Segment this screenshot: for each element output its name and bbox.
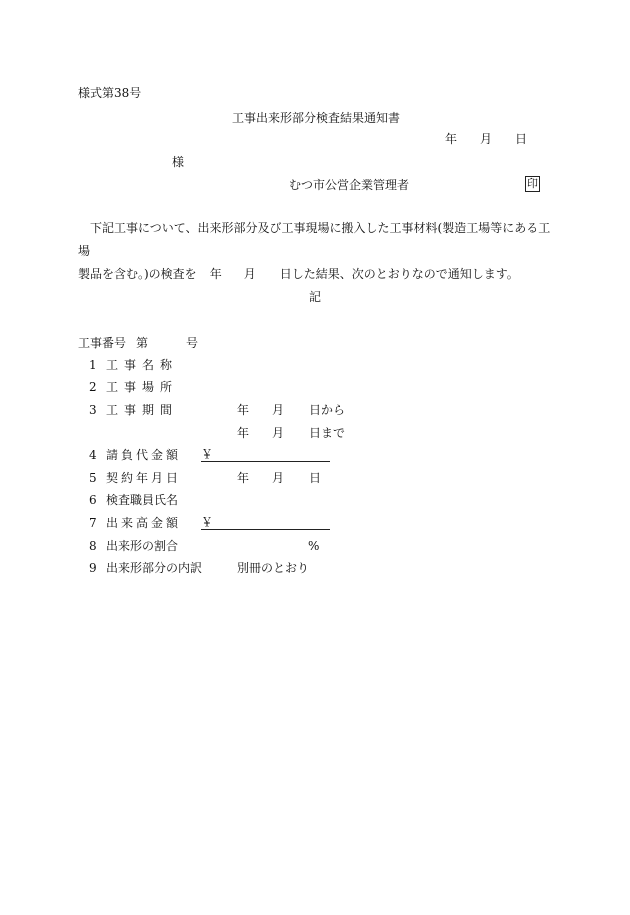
period-to-month: 月 [272, 426, 285, 440]
item-6-number: 6 [89, 493, 97, 507]
date-month: 月 [480, 132, 493, 146]
form-number: 様式第38号 [78, 86, 142, 100]
body-paragraph [78, 217, 558, 286]
period-from-month: 月 [272, 403, 285, 417]
item-4-yen: ￥ [201, 447, 214, 461]
date-year: 年 [445, 132, 458, 146]
item-7-number: 7 [89, 516, 97, 530]
period-from-day: 日から [309, 403, 346, 417]
item-2-label: 工事場所 [106, 380, 179, 394]
document-title: 工事出来形部分検査結果通知書 [232, 111, 401, 125]
body-line-2-year: 年 [209, 267, 222, 281]
item-4-amount-line [201, 448, 330, 462]
period-from-year: 年 [237, 403, 250, 417]
item-8-number: 8 [89, 539, 97, 553]
construction-number-go: 号 [186, 336, 199, 350]
contract-year: 年 [237, 471, 250, 485]
sender-name: むつ市公営企業管理者 [289, 178, 410, 192]
body-line-2-month: 月 [243, 267, 256, 281]
item-8-percent: % [308, 539, 320, 553]
item-4-label: 請負代金額 [106, 448, 182, 462]
contract-month: 月 [272, 471, 285, 485]
item-5-label: 契約年月日 [106, 471, 182, 485]
item-7-amount-line [201, 516, 330, 530]
ki-heading: 記 [309, 290, 322, 304]
contract-day: 日 [309, 471, 322, 485]
item-7-yen: ￥ [201, 515, 214, 529]
item-4-number: 4 [89, 448, 97, 462]
seal-mark: 印 [527, 177, 538, 190]
item-1-label: 工事名称 [106, 358, 179, 372]
date-day: 日 [515, 132, 528, 146]
body-line-2-b: 日した結果、次のとおりなので通知します。 [279, 267, 519, 281]
item-1-number: 1 [89, 358, 97, 372]
period-to-year: 年 [237, 426, 250, 440]
item-8-label: 出来形の割合 [106, 539, 179, 553]
item-3-label: 工事期間 [106, 403, 179, 417]
period-to-day: 日まで [309, 426, 346, 440]
item-9-number: 9 [89, 561, 97, 575]
item-9-value: 別冊のとおり [237, 561, 310, 575]
construction-number-dai: 第 [136, 336, 149, 350]
body-line-2-a: 製品を含む。)の検査を [78, 267, 197, 281]
addressee-suffix: 様 [172, 155, 185, 169]
item-9-label: 出来形部分の内訳 [106, 561, 203, 575]
item-7-label: 出来高金額 [106, 516, 182, 530]
item-2-number: 2 [89, 380, 97, 394]
construction-number-label: 工事番号 [78, 336, 127, 350]
body-line-1: 下記工事について、出来形部分及び工事現場に搬入した工事材料(製造工場等にある工場 [78, 221, 551, 258]
item-5-number: 5 [89, 471, 97, 485]
item-6-label: 検査職員氏名 [106, 493, 179, 507]
item-3-number: 3 [89, 403, 97, 417]
